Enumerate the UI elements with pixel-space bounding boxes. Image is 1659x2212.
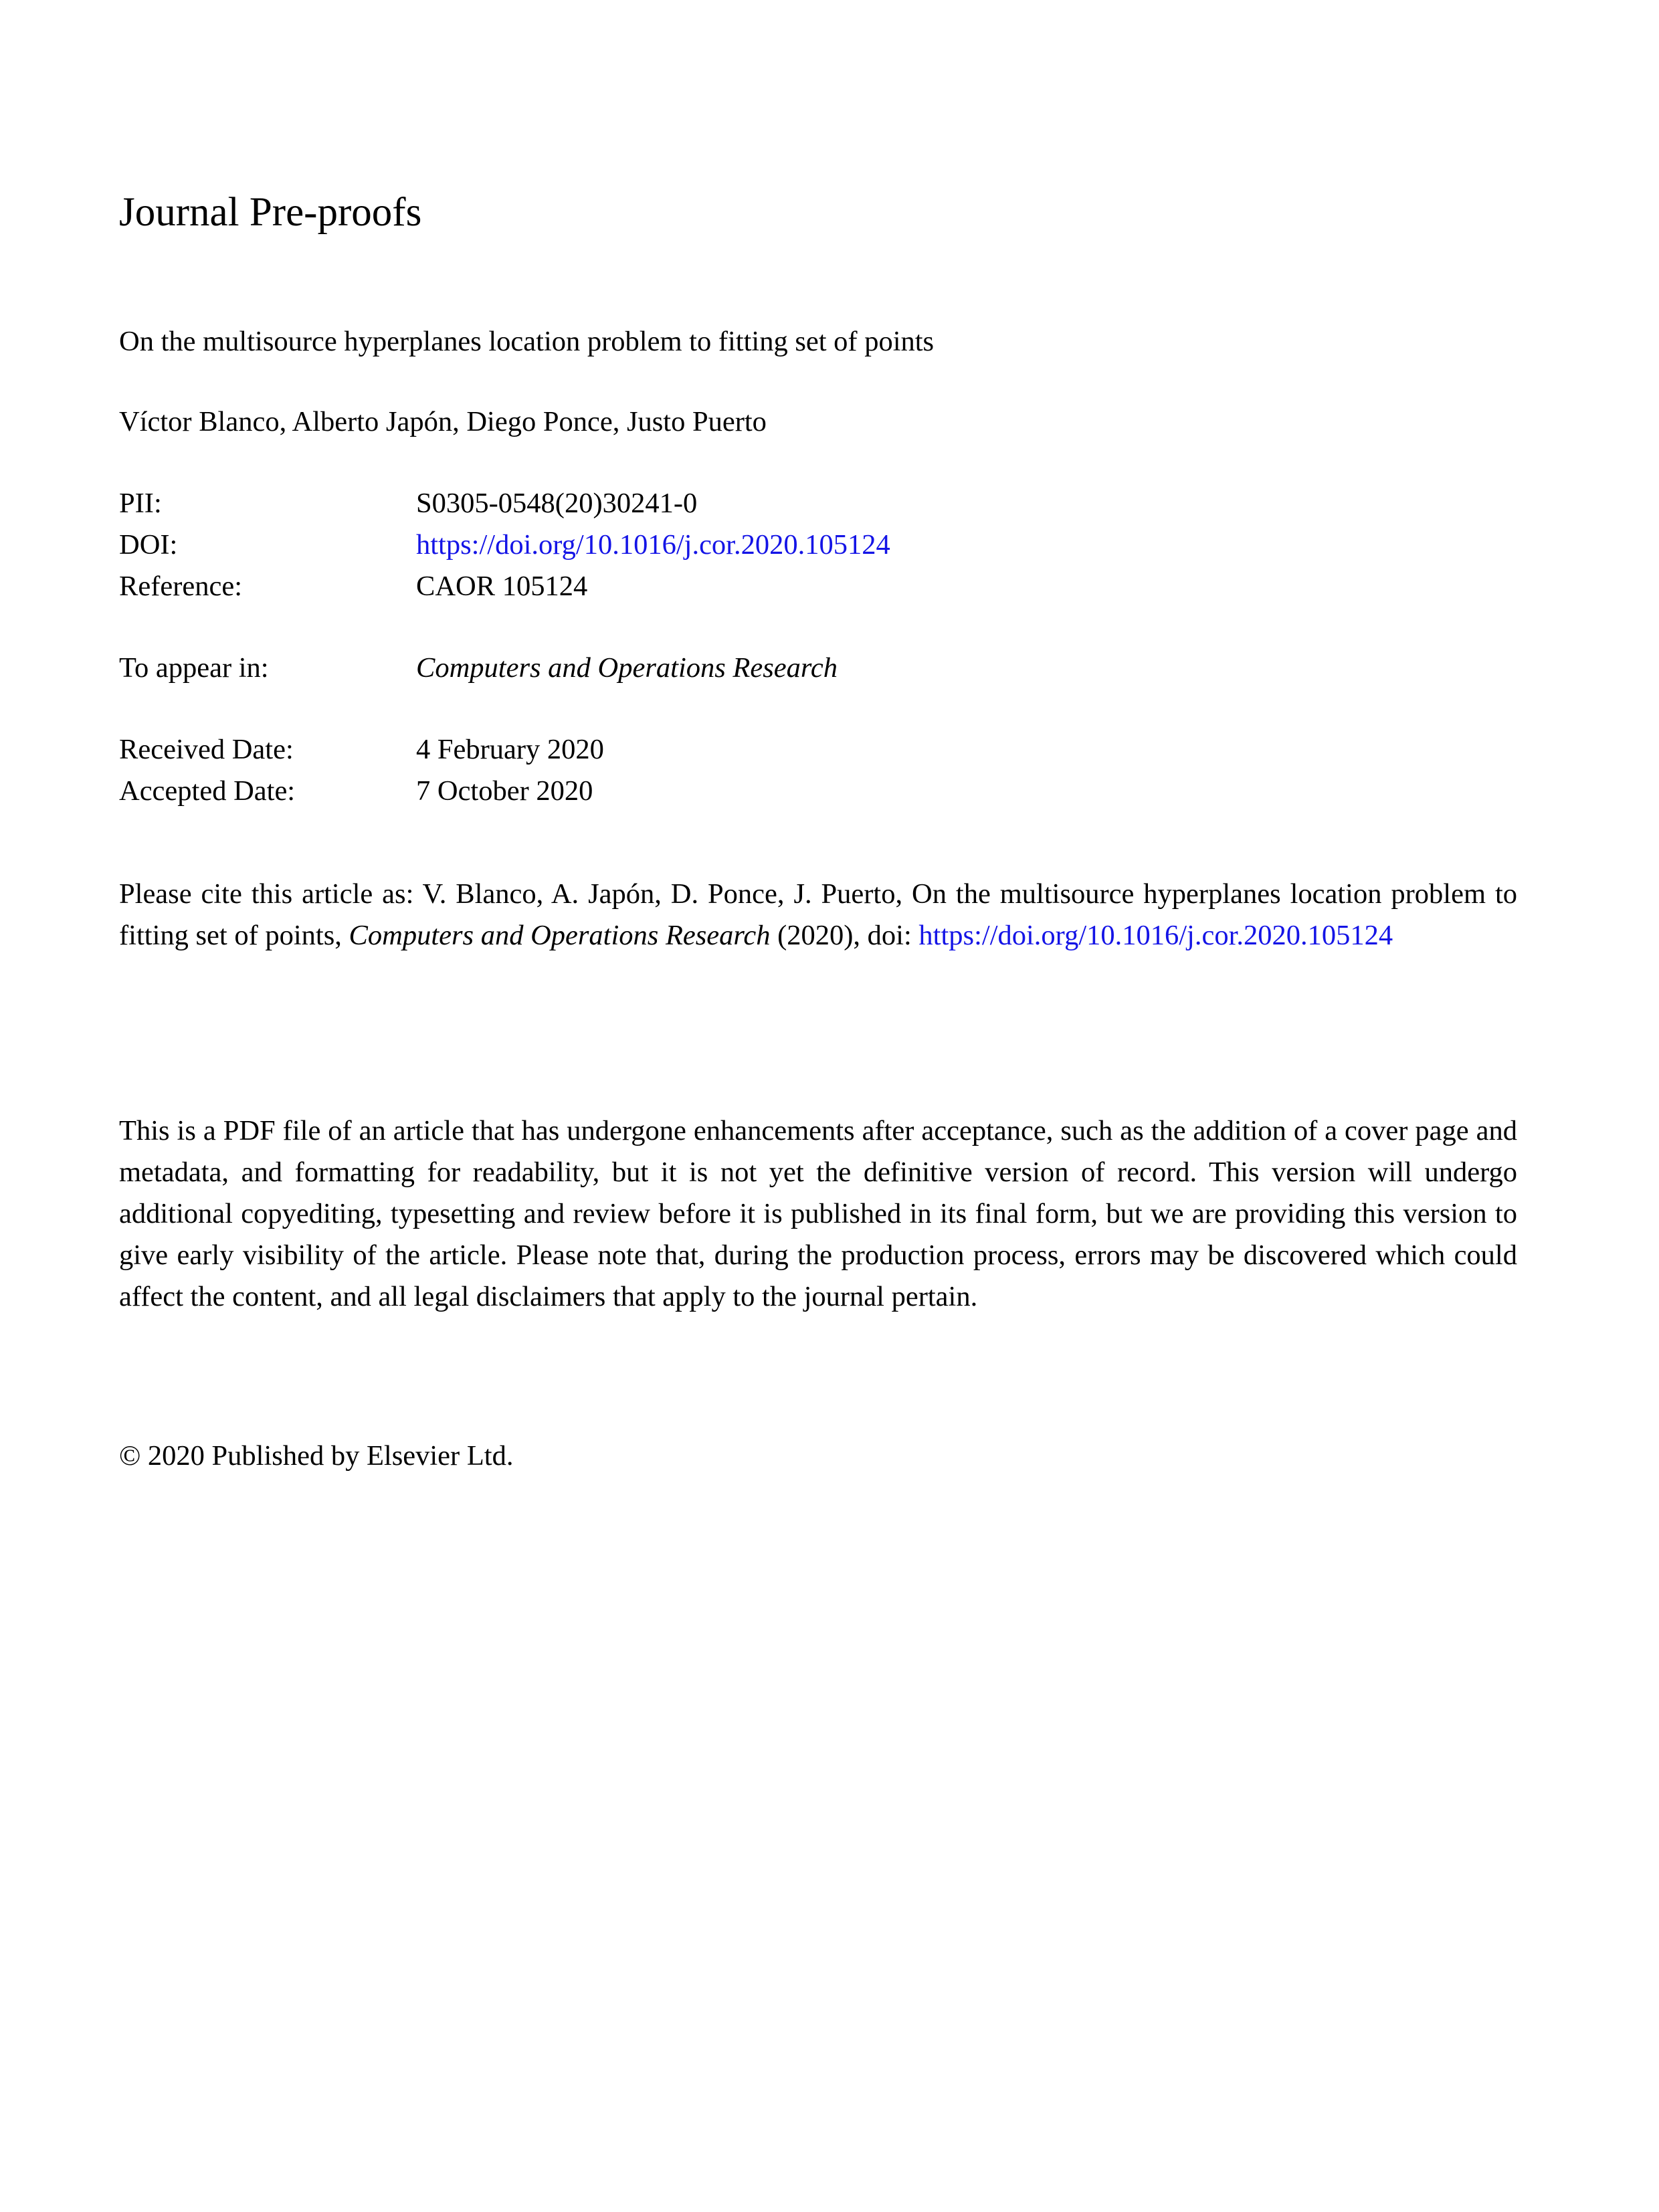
received-date-value: 4 February 2020 [416,734,604,765]
meta-row-received [119,729,1517,771]
citation-journal: Computers and Operations Research [349,920,771,951]
citation-suffix: (2020), doi: [770,920,919,951]
meta-row-pii [119,483,1517,524]
identifiers-block [119,483,1517,607]
meta-row-reference [119,566,1517,607]
meta-row-to-appear-in [119,647,1517,689]
citation-doi-link[interactable]: https://doi.org/10.1016/j.cor.2020.105124 [918,920,1393,951]
to-appear-in-label: To appear in: [119,652,269,684]
doi-link[interactable]: https://doi.org/10.1016/j.cor.2020.105124 [416,529,890,561]
citation-paragraph [119,874,1517,957]
accepted-date-value: 7 October 2020 [416,775,593,807]
received-date-label: Received Date: [119,734,294,765]
dates-block [119,729,1517,812]
meta-row-doi [119,524,1517,566]
article-title: On the multisource hyperplanes location problem to fitting set of points [119,326,935,357]
pii-value: S0305-0548(20)30241-0 [416,488,698,519]
pii-label: PII: [119,488,162,519]
copyright-notice: © 2020 Published by Elsevier Ltd. [119,1440,514,1472]
journal-pre-proofs-heading: Journal Pre-proofs [119,190,422,235]
reference-value: CAOR 105124 [416,571,588,602]
journal-name: Computers and Operations Research [416,652,838,684]
doi-label: DOI: [119,529,178,561]
reference-label: Reference: [119,571,243,602]
article-authors: Víctor Blanco, Alberto Japón, Diego Ponce, Justo Puerto [119,406,767,437]
meta-row-accepted [119,771,1517,812]
citation-prefix: Please cite this article as: V. Blanco, A. Japón, D. Ponce, J. Puerto, On the multisource hyperplanes location problem to fitting set of points, [119,878,1517,951]
journal-block [119,647,1517,689]
accepted-date-label: Accepted Date: [119,775,296,807]
disclaimer-paragraph: This is a PDF file of an article that has undergone enhancements after acceptance, such as the addition of a cover page and metadata, and formatting for readability, but it is not yet the definitive version of record. This version will undergo additional copyediting, typesetting and review before it is published in its final form, but we are providing this version to give early visibility of the article. Please note that, during the production process, errors may be discovered which could affect the content, and all legal disclaimers that apply to the journal pertain. [119,1115,1517,1312]
